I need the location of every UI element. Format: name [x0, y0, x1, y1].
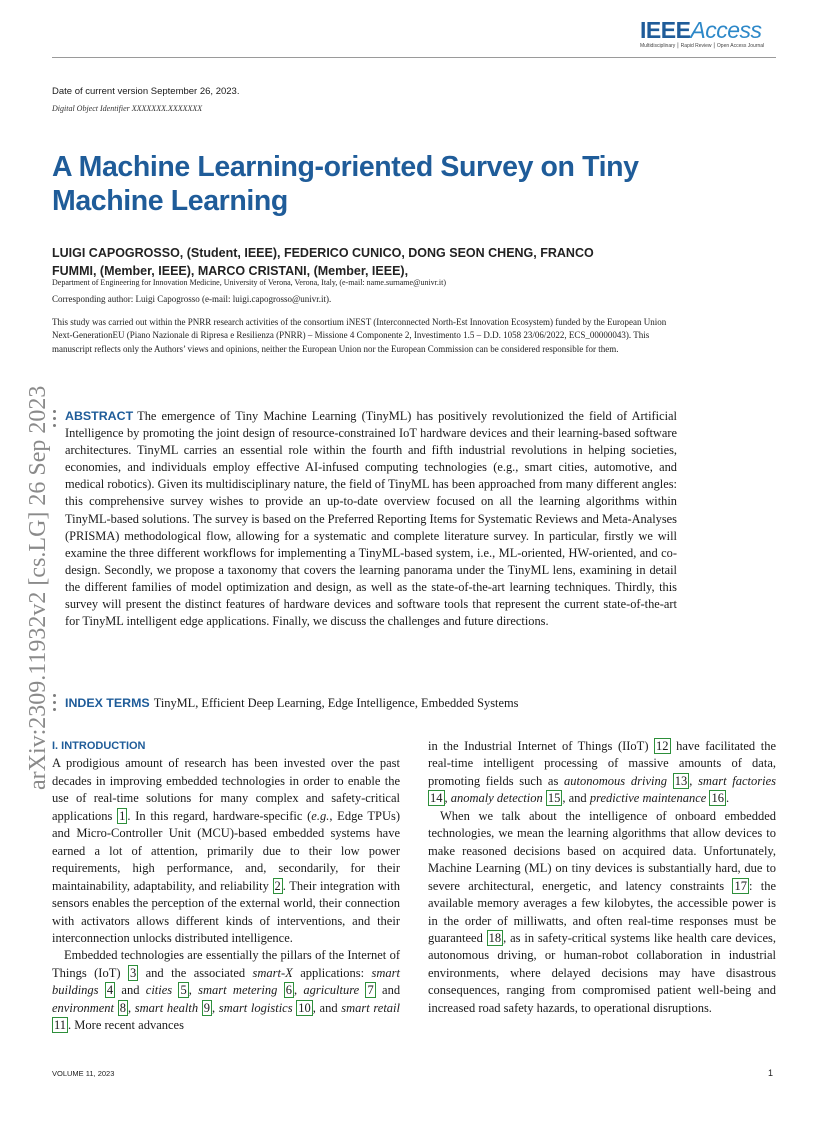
journal-brand: IEEEAccess [640, 17, 762, 43]
affiliation: Department of Engineering for Innovation Medicine, University of Verona, Verona, Italy, (e-mail: name.surname@univr.it) [52, 278, 446, 287]
doi-line: Digital Object Identifier XXXXXXX.XXXXXXX [52, 104, 203, 113]
body-column-left [52, 738, 400, 1035]
body-column-right [428, 738, 776, 1017]
citation-link[interactable]: 15 [547, 791, 561, 806]
citation-link[interactable]: 4 [106, 983, 114, 998]
citation-link[interactable]: 17 [734, 878, 747, 893]
citation-link[interactable]: 13 [674, 773, 688, 788]
journal-tagline: Multidisciplinary ⎮ Rapid Review ⎮ Open Access Journal [640, 43, 765, 49]
funding-note: This study was carried out within the PNRR research activities of the consortium iNEST (Interconnected North-Est Innovation Ecosystem) funded by the European Union Next-GenerationEU (Piano Nazionale di Ripresa e Resilienza (PNRR) – Missione 4 Componente 2, Investimento 1.5 – D.D. 1058 23/06/2022, ECS_00000043). This manuscript reflects only the Authors’ views and opinions, neither the European Union nor the European Commission can be considered responsible for them. [52, 317, 667, 354]
citation-link[interactable]: 7 [367, 983, 374, 998]
paragraph-2: Embedded technologies are essentially the pillars of the Internet of Things (IoT) 3 and the associated smart-X applications: smart buildings 4 and cities 5 , smart metering 6 , agriculture 7 and environment 8 , smart health 9 , smart logistics 10 , and smart retail 11 . More recent advances [52, 948, 401, 1033]
citation-link[interactable]: 8 [119, 1000, 126, 1015]
citation-link[interactable]: 10 [298, 1000, 311, 1015]
citation-link[interactable]: 12 [656, 739, 669, 753]
paragraph-3: in the Industrial Internet of Things (IIoT) 12 have facilitated the real-time intelligent processing of massive amounts of data, promoting fields such as autonomous driving 13 , smart factories 14 , anomaly detection 15 , and predictive maintenance 16 . [428, 739, 777, 806]
section-heading-introduction: I. INTRODUCTION [52, 740, 146, 752]
page-number: 1 [768, 1068, 774, 1078]
index-terms-dots [53, 694, 56, 715]
citation-link[interactable]: 5 [180, 983, 187, 998]
author-list: LUIGI CAPOGROSSO, (Student, IEEE), FEDERICO CUNICO, DONG SEON CHENG, FRANCO FUMMI, (Member, IEEE), MARCO CRISTANI, (Member, IEEE), [52, 246, 594, 278]
citation-link[interactable]: 14 [430, 791, 443, 806]
abstract-dots [53, 410, 56, 431]
paragraph-4: When we talk about the intelligence of onboard embedded technologies, we mean the learning algorithms that allow devices to make reasoned decisions based on acquired data. Unfortunately, Machine Learning (ML) on tiny devices is substantially hard, due to severe architectural, energetic, and latency constraints 17 : the available memory averages a few kilobytes, the accessible power is in the order of milliwatts, and often real-time responses must be guaranteed 18 , as in safety-critical systems like health care devices, autonomous driving, or human-robot collaboration in industrial environments, where delayed decisions may have disastrous consequences, ranging from compromised patient well-being and increased road safety hazards, to operational disruptions. [428, 808, 777, 1015]
index-terms [65, 695, 518, 712]
citation-link[interactable]: 9 [203, 1000, 211, 1015]
citation-link[interactable]: 16 [711, 791, 724, 806]
date-line: Date of current version September 26, 2023. [52, 86, 240, 97]
header-divider [52, 57, 776, 58]
abstract-label: ABSTRACT [65, 409, 134, 423]
journal-logo [640, 18, 772, 52]
citation-link[interactable]: 2 [274, 878, 281, 893]
index-terms-label: INDEX TERMS [65, 696, 150, 710]
abstract [65, 408, 677, 630]
citation-link[interactable]: 3 [129, 965, 137, 980]
arxiv-stamp: arXiv:2309.11932v2 [cs.LG] 26 Sep 2023 [25, 385, 51, 790]
index-terms-text: TinyML, Efficient Deep Learning, Edge Intelligence, Embedded Systems [153, 696, 519, 710]
citation-link[interactable]: 1 [119, 808, 126, 823]
paragraph-1: A prodigious amount of research has been invested over the past decades in improving embedded technologies in order to enable the use of real-time solutions for many complex and safety-critical applications 1 . In this regard, hardware-specific (e.g., Edge TPUs) and Micro-Controller Unit (MCU)-based embedded systems have earned a lot of attention, primarily due to their low power requirements, high performance, and, secondarily, for their maintainability, adaptability, and reliability 2 . Their integration with sensors enables the perception of the external world, their connection with activators allows different kinds of interventions, and their interconnection unlocks distributed intelligence. [52, 756, 400, 945]
citation-link[interactable]: 11 [54, 1018, 67, 1033]
citation-link[interactable]: 18 [488, 930, 502, 945]
footer-volume: VOLUME 11, 2023 [52, 1069, 115, 1078]
abstract-text: The emergence of Tiny Machine Learning (TinyML) has positively revolutionized the field of Artificial Intelligence by promoting the joint design of resource-constrained IoT hardware devices and their learning-based software architectures. TinyML carries an essential role within the fourth and fifth industrial revolutions in helping societies, economies, and individuals employ effective AI-infused computing technologies (e.g., smart cities, automotive, and medical robotics). Given its multidisciplinary nature, the field of TinyML has been approached from many different angles: this comprehensive survey wishes to provide an up-to-date overview focused on all the learning algorithms within TinyML-based solutions. The survey is based on the Preferred Reporting Items for Systematic Reviews and Meta-Analyses (PRISMA) methodological flow, allowing for a systematic and complete literature survey. In particular, firstly we will examine the three different workflows for implementing a TinyML-based system, i.e., ML-oriented, HW-oriented, and co-design. Secondly, we propose a taxonomy that covers the learning panorama under the TinyML lens, examining in detail the different families of model optimization and design, as well as the state-of-the-art learning techniques. Thirdly, this survey will present the distinct features of hardware devices and software tools that represent the current state-of-the-art for TinyML intelligent edge applications. Finally, we discuss the challenges and future directions. [65, 409, 677, 629]
citation-link[interactable]: 6 [285, 983, 292, 998]
corresponding-author: Corresponding author: Luigi Capogrosso (e-mail: luigi.capogrosso@univr.it). [52, 294, 332, 304]
paper-title: A Machine Learning-oriented Survey on Tiny Machine Learning [52, 151, 639, 217]
